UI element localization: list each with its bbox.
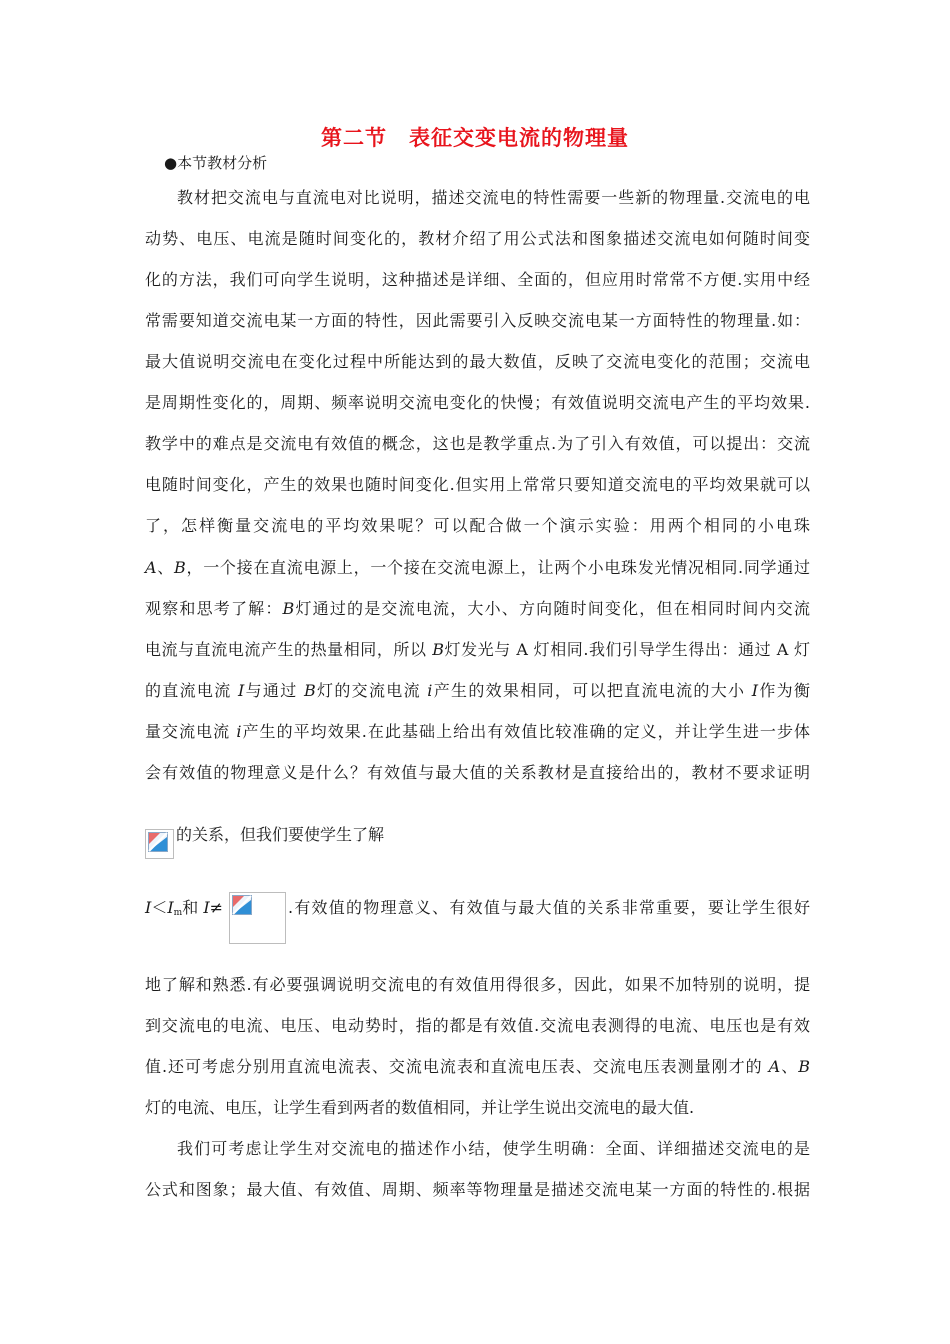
- paragraph-line: 会有效值的物理意义是什么？有效值与最大值的关系教材是直接给出的，教材不要求证明: [145, 763, 810, 782]
- formula-image: [145, 829, 174, 859]
- paragraph-line: 了，怎样衡量交流电的平均效果呢？可以配合做一个演示实验：用两个相同的小电珠: [145, 516, 810, 535]
- paragraph-line: 最大值说明交流电在变化过程中所能达到的最大数值，反映了交流电变化的范围；交流电: [145, 352, 810, 371]
- paragraph-line: 教学中的难点是交流电有效值的概念，这也是教学重点.为了引入有效值，可以提出：交流: [145, 434, 810, 453]
- formula-text: $I<I_m$和 I≠: [145, 898, 224, 918]
- paragraph-line: 灯的电流、电压，让学生看到两者的数值相同，并让学生说出交流电的最大值.: [145, 1098, 695, 1117]
- paragraph-line: 我们可考虑让学生对交流电的描述作小结，使学生明确：全面、详细描述交流电的是: [177, 1139, 810, 1158]
- paragraph-line: 到交流电的电流、电压、电动势时，指的都是有效值.交流电表测得的电流、电压也是有效: [145, 1016, 810, 1035]
- page-title: 第二节 表征交变电流的物理量: [321, 126, 629, 150]
- paragraph-line: 教材把交流电与直流电对比说明，描述交流电的特性需要一些新的物理量.交流电的电: [177, 188, 810, 207]
- paragraph-fragment: 的关系，但我们要使学生了解: [176, 825, 385, 844]
- paragraph-line: 是周期性变化的，周期、频率说明交流电变化的快慢；有效值说明交流电产生的平均效果.: [145, 393, 810, 412]
- paragraph-line: 电随时间变化，产生的效果也随时间变化.但实用上常常只要知道交流电的平均效果就可以: [145, 475, 810, 494]
- paragraph-line: 的直流电流 I与通过 B灯的交流电流 i产生的效果相同，可以把直流电流的大小 I作为衡: [145, 681, 810, 700]
- paragraph-line: 电流与直流电流产生的热量相同，所以 B灯发光与 A 灯相同.我们引导学生得出：通过 A 灯: [145, 640, 810, 659]
- paragraph-line: 地了解和熟悉.有必要强调说明交流电的有效值用得很多，因此，如果不加特别的说明，提: [145, 975, 810, 994]
- paragraph-line: 值.还可考虑分别用直流电流表、交流电流表和直流电压表、交流电压表测量刚才的 A、B: [145, 1057, 810, 1076]
- paragraph-line: 常需要知道交流电某一方面的特性，因此需要引入反映交流电某一方面特性的物理量.如：: [145, 311, 810, 330]
- section-heading: ●本节教材分析: [164, 154, 268, 172]
- paragraph-line: 公式和图象；最大值、有效值、周期、频率等物理量是描述交流电某一方面的特性的.根据: [145, 1180, 810, 1199]
- paragraph-fragment: .有效值的物理意义、有效值与最大值的关系非常重要，要让学生很好: [288, 898, 810, 917]
- broken-image-icon: [148, 832, 168, 852]
- formula-image: [229, 892, 286, 944]
- paragraph-line: 量交流电流 i产生的平均效果.在此基础上给出有效值比较准确的定义，并让学生进一步体: [145, 722, 810, 741]
- paragraph-line: 化的方法，我们可向学生说明，这种描述是详细、全面的，但应用时常常不方便.实用中经: [145, 270, 810, 289]
- paragraph-line: 动势、电压、电流是随时间变化的，教材介绍了用公式法和图象描述交流电如何随时间变: [145, 229, 810, 248]
- broken-image-icon: [232, 895, 252, 915]
- paragraph-line: A、B，一个接在直流电源上，一个接在交流电源上，让两个小电珠发光情况相同.同学通过: [145, 558, 810, 577]
- paragraph-line: 观察和思考了解：B灯通过的是交流电流，大小、方向随时间变化，但在相同时间内交流: [145, 599, 810, 618]
